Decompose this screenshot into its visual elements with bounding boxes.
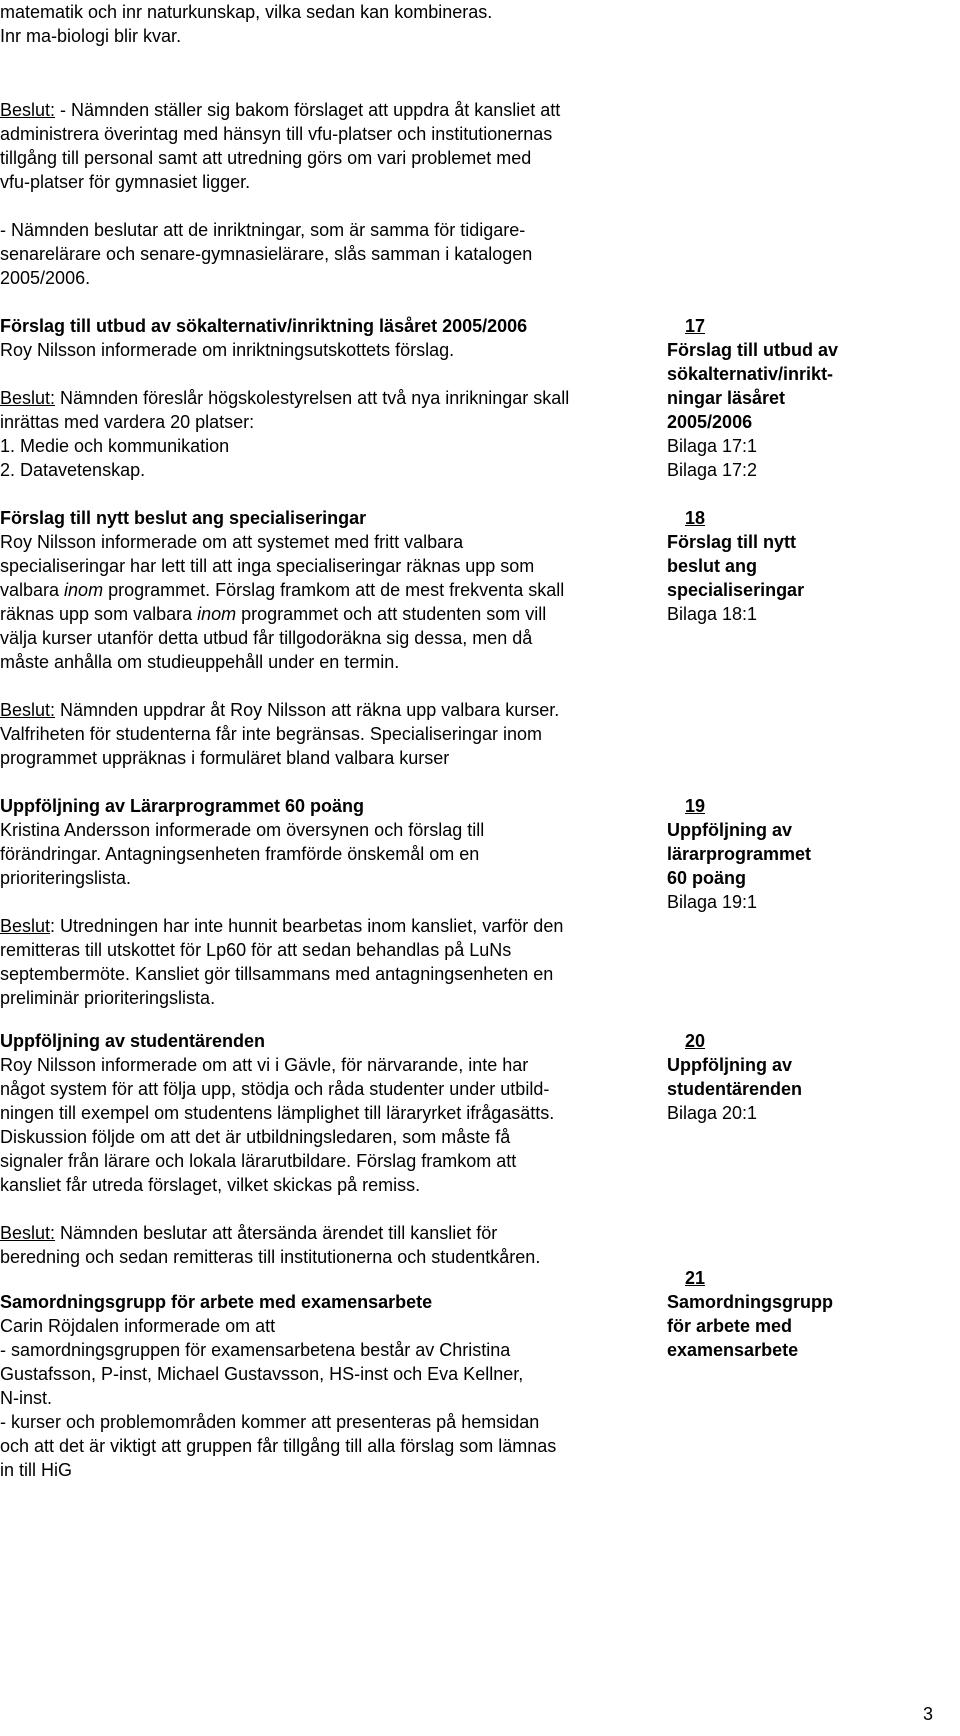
beslut-line: beredning och sedan remitteras till institutionerna och studentkåren. (0, 1247, 541, 1267)
item-margin-title: Uppföljning av (667, 1055, 792, 1075)
decision-line: 2005/2006. (0, 268, 91, 288)
decision-line: administrera överintag med hänsyn till vfu-platser och institutionernas (0, 124, 553, 144)
beslut-line (0, 914, 650, 938)
beslut-line: septembermöte. Kansliet gör tillsammans med antagningsenheten en (0, 964, 554, 984)
item-margin-title: lärarprogrammet (667, 844, 812, 864)
item-text: räknas upp som valbara inom programmet och att studenten som vill (0, 604, 547, 624)
beslut-line: programmet uppräknas i formuläret bland valbara kurser (0, 748, 450, 768)
item-number: 19 (685, 796, 706, 816)
decision-line: vfu-platser för gymnasiet ligger. (0, 172, 251, 192)
beslut-label: Beslut: (0, 388, 56, 408)
item-text: - samordningsgruppen för examensarbetena består av Christina (0, 1340, 511, 1360)
item-21-body (0, 1290, 650, 1482)
item-text: Kristina Andersson informerade om översynen och förslag till (0, 820, 485, 840)
decision-line (0, 98, 650, 122)
item-text: måste anhålla om studieuppehåll under en termin. (0, 652, 400, 672)
item-text: Diskussion följde om att det är utbildningsledaren, som måste få (0, 1127, 511, 1147)
attachment-label: Bilaga 19:1 (667, 892, 758, 912)
list-item: 2. Datavetenskap. (0, 460, 146, 480)
item-text: något system för att följa upp, stödja och råda studenter under utbild- (0, 1079, 550, 1099)
decision-paragraph-2 (0, 218, 650, 290)
item-17-body (0, 314, 650, 482)
intro-line: Inr ma-biologi blir kvar. (0, 26, 182, 46)
item-18-margin (667, 506, 927, 626)
item-text: Gustafsson, P-inst, Michael Gustavsson, HS-inst och Eva Kellner, (0, 1364, 524, 1384)
beslut-label: Beslut: (0, 100, 56, 120)
item-text: och att det är viktigt att gruppen får tillgång till alla förslag som lämnas (0, 1436, 557, 1456)
item-18-body (0, 506, 650, 770)
beslut-line: preliminär prioriteringslista. (0, 988, 216, 1008)
beslut-text: : Utredningen har inte hunnit bearbetas inom kansliet, varför den (50, 916, 564, 936)
intro-line: matematik och inr naturkunskap, vilka sedan kan kombineras. (0, 2, 493, 22)
item-heading: Samordningsgrupp för arbete med examensarbete (0, 1292, 433, 1312)
beslut-line: inrättas med vardera 20 platser: (0, 412, 255, 432)
beslut-line: remitteras till utskottet för Lp60 för att sedan behandlas på LuNs (0, 940, 512, 960)
item-19-body (0, 794, 650, 1010)
item-margin-title: sökalternativ/inrikt- (667, 364, 834, 384)
beslut-line: Valfriheten för studenterna får inte begränsas. Specialiseringar inom (0, 724, 542, 744)
beslut-label: Beslut: (0, 1223, 56, 1243)
item-text: valbara inom programmet. Förslag framkom att de mest frekventa skall (0, 580, 565, 600)
attachment-label: Bilaga 17:2 (667, 460, 758, 480)
decision-line: tillgång till personal samt att utredning görs om vari problemet med (0, 148, 532, 168)
list-item: 1. Medie och kommunikation (0, 436, 230, 456)
item-margin-title: examensarbete (667, 1340, 799, 1360)
item-margin-title: specialiseringar (667, 580, 805, 600)
decision-text: - Nämnden ställer sig bakom förslaget att uppdra åt kansliet att (55, 100, 561, 120)
item-20-body (0, 1029, 650, 1269)
item-margin-title: 60 poäng (667, 868, 747, 888)
attachment-label: Bilaga 20:1 (667, 1103, 758, 1123)
beslut-text: Nämnden föreslår högskolestyrelsen att två nya inrikningar skall (55, 388, 570, 408)
decision-line: - Nämnden beslutar att de inriktningar, som är samma för tidigare- (0, 220, 526, 240)
item-text: kansliet får utreda förslaget, vilket skickas på remiss. (0, 1175, 421, 1195)
item-heading: Förslag till nytt beslut ang specialiseringar (0, 508, 367, 528)
item-number: 21 (685, 1268, 706, 1288)
item-heading: Uppföljning av studentärenden (0, 1031, 266, 1051)
item-17-margin (667, 314, 927, 482)
item-text: förändringar. Antagningsenheten framförde önskemål om en (0, 844, 480, 864)
item-text: - kurser och problemområden kommer att presenteras på hemsidan (0, 1412, 540, 1432)
item-heading: Uppföljning av Lärarprogrammet 60 poäng (0, 796, 365, 816)
beslut-label: Beslut: (0, 700, 56, 720)
item-text: signaler från lärare och lokala lärarutbildare. Förslag framkom att (0, 1151, 517, 1171)
item-number: 17 (685, 316, 706, 336)
item-text: N-inst. (0, 1388, 53, 1408)
intro-paragraph (0, 0, 650, 48)
item-text: specialiseringar har lett till att inga specialiseringar räknas upp som (0, 556, 535, 576)
item-text: Roy Nilsson informerade om att vi i Gävle, för närvarande, inte har (0, 1055, 529, 1075)
beslut-line (0, 1221, 650, 1245)
item-text: Roy Nilsson informerade om inriktningsutskottets förslag. (0, 340, 455, 360)
item-margin-title: Uppföljning av (667, 820, 792, 840)
item-text: välja kurser utanför detta utbud får tillgodoräkna sig dessa, men då (0, 628, 533, 648)
item-20-margin (667, 1029, 927, 1125)
beslut-line (0, 386, 650, 410)
item-text: ningen till exempel om studentens lämplighet till läraryrket ifrågasätts. (0, 1103, 555, 1123)
item-text: prioriteringslista. (0, 868, 132, 888)
item-number: 20 (685, 1031, 706, 1051)
item-heading: Förslag till utbud av sökalternativ/inriktning läsåret 2005/2006 (0, 316, 528, 336)
beslut-text: Nämnden uppdrar åt Roy Nilsson att räkna upp valbara kurser. (55, 700, 560, 720)
item-margin-title: beslut ang (667, 556, 758, 576)
page-number: 3 (922, 1704, 933, 1724)
item-margin-title: Förslag till nytt (667, 532, 797, 552)
decision-paragraph (0, 98, 650, 194)
beslut-label: Beslut (0, 916, 51, 936)
decision-line: senarelärare och senare-gymnasielärare, slås samman i katalogen (0, 244, 533, 264)
attachment-label: Bilaga 17:1 (667, 436, 758, 456)
item-19-margin (667, 794, 927, 914)
item-21-margin (667, 1266, 927, 1362)
item-margin-title: Förslag till utbud av (667, 340, 839, 360)
item-text: in till HiG (0, 1460, 73, 1480)
beslut-line (0, 698, 650, 722)
attachment-label: Bilaga 18:1 (667, 604, 758, 624)
item-margin-title: Samordningsgrupp (667, 1292, 833, 1312)
item-number: 18 (685, 508, 706, 528)
beslut-text: Nämnden beslutar att återsända ärendet till kansliet för (55, 1223, 498, 1243)
item-margin-title: 2005/2006 (667, 412, 753, 432)
item-margin-title: för arbete med (667, 1316, 793, 1336)
item-margin-title: studentärenden (667, 1079, 803, 1099)
item-text: Carin Röjdalen informerade om att (0, 1316, 276, 1336)
item-text: Roy Nilsson informerade om att systemet med fritt valbara (0, 532, 464, 552)
item-margin-title: ningar läsåret (667, 388, 786, 408)
